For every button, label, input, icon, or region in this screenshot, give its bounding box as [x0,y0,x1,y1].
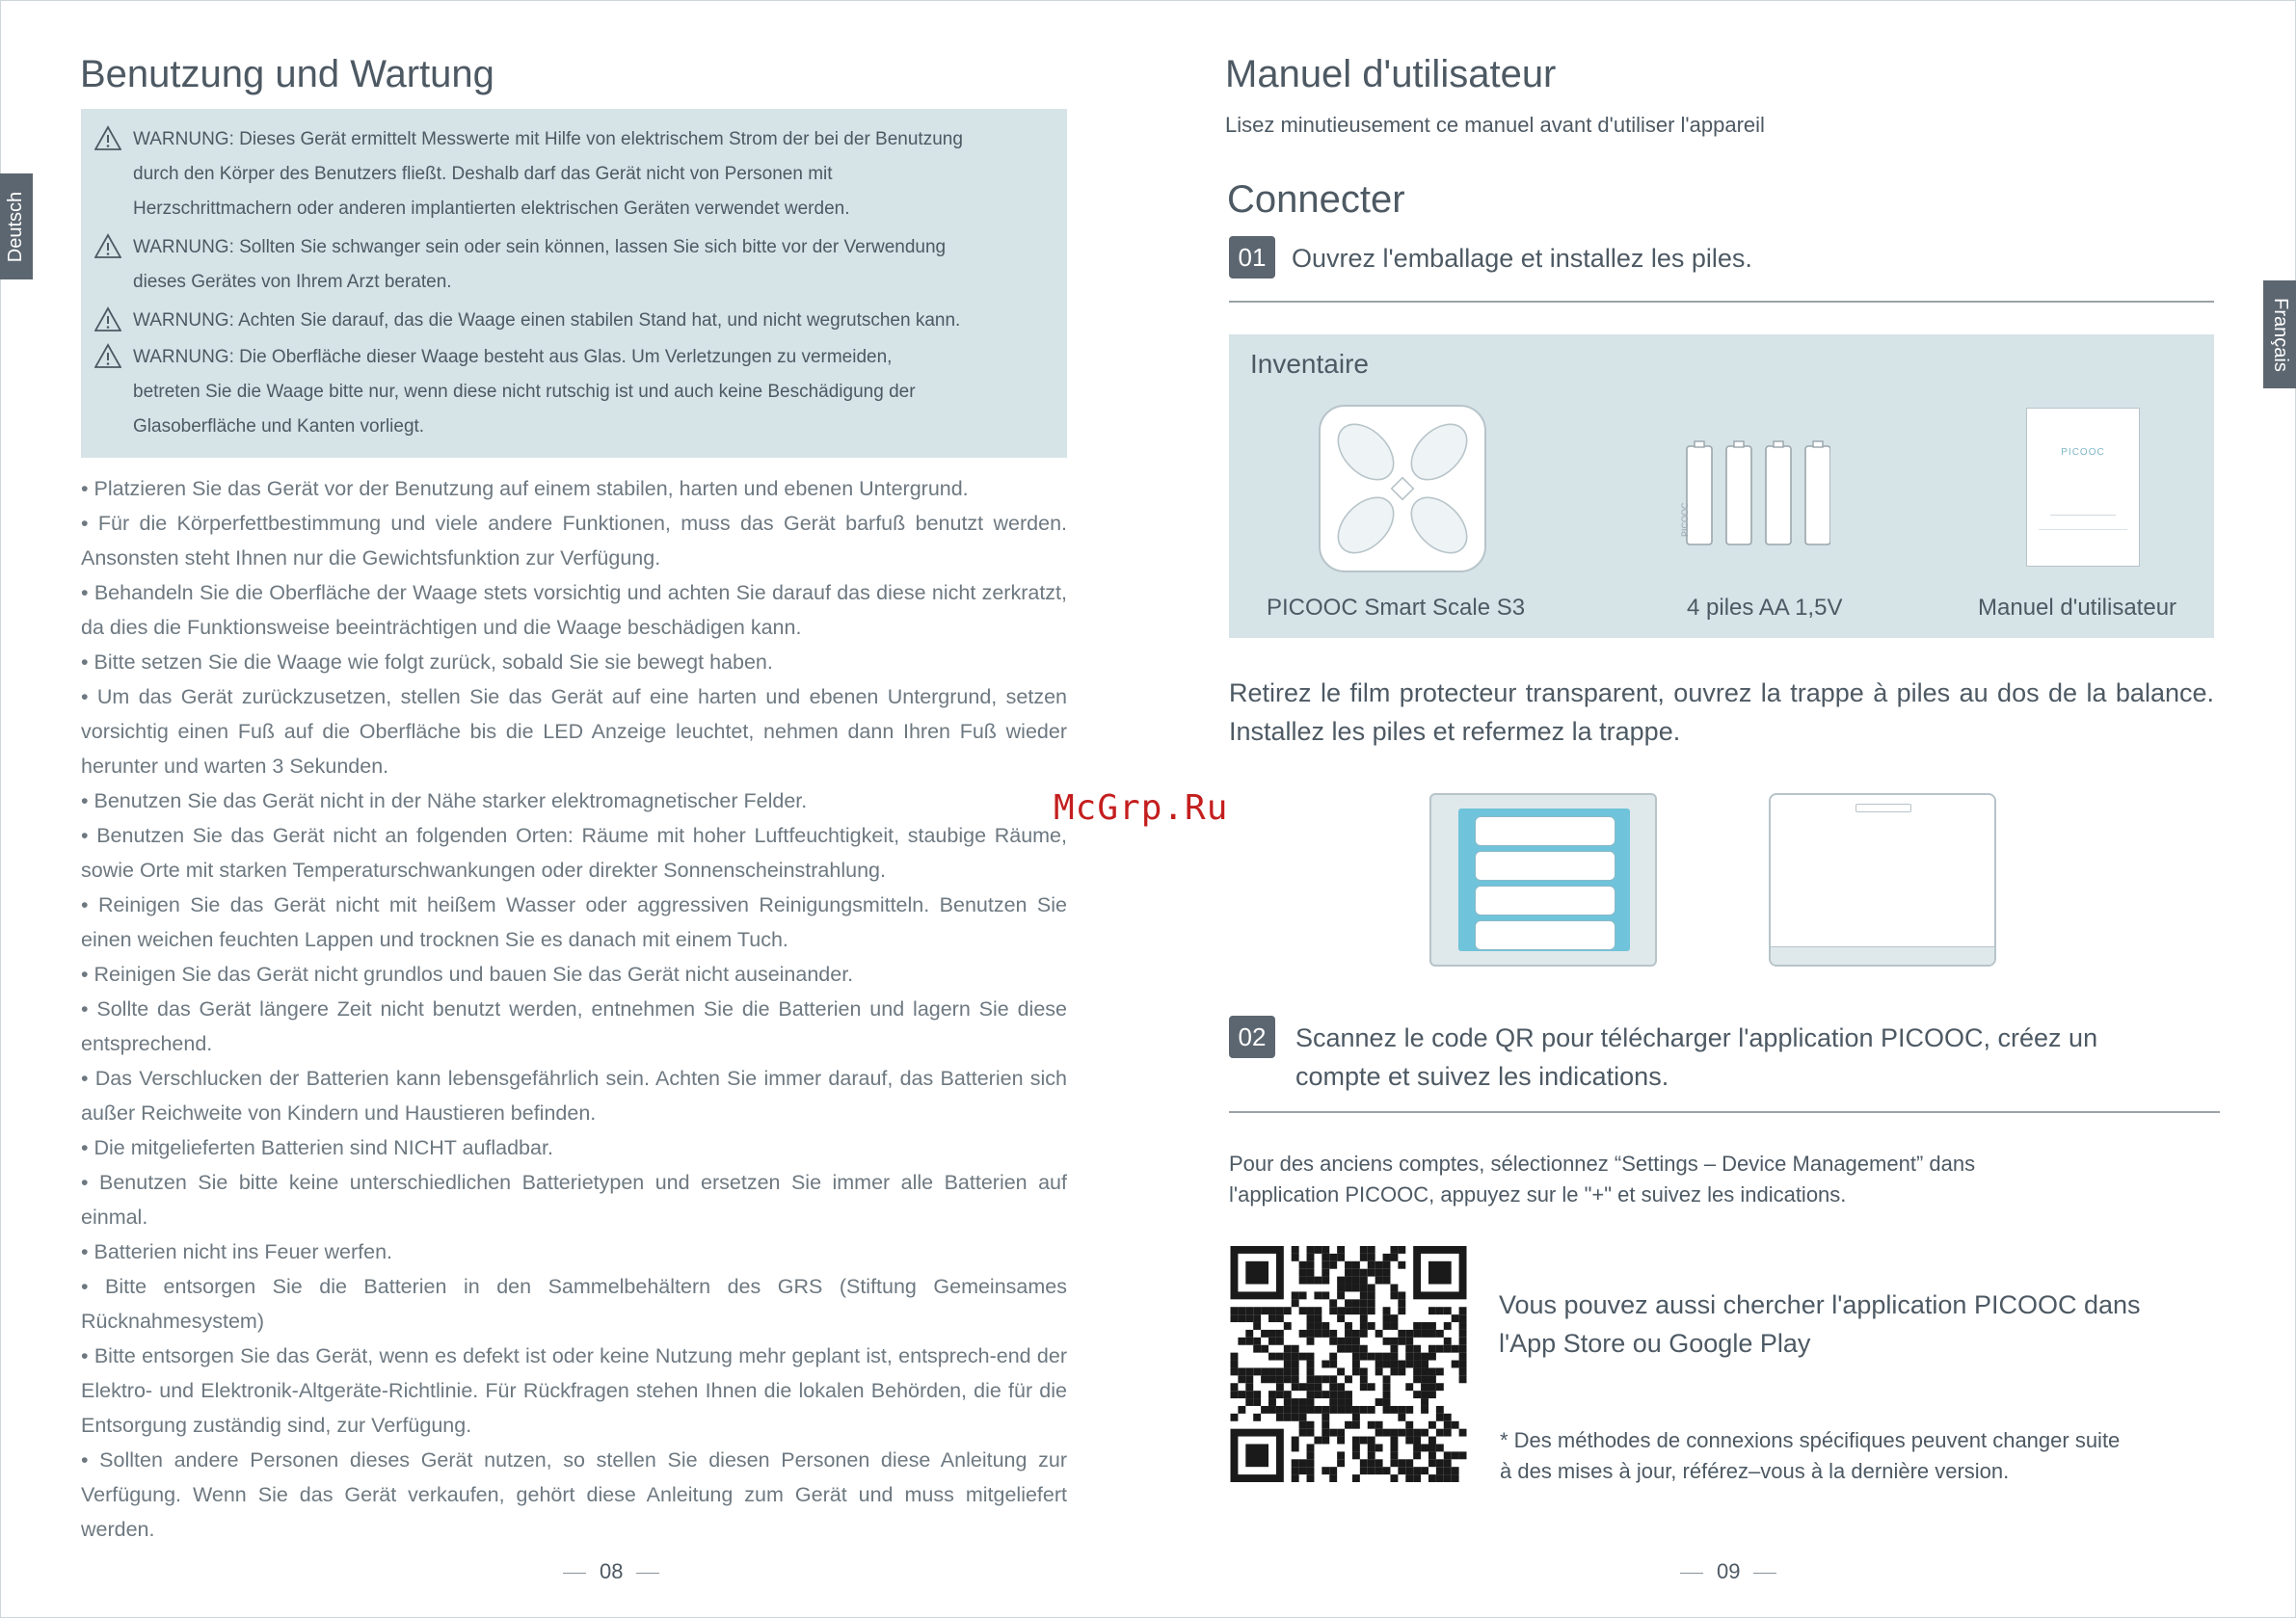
warning-line: WARNUNG: Sollten Sie schwanger sein oder sein können, lassen Sie sich bitte vor der Verwendung [133,237,947,257]
closed-cover-image [1769,793,1996,967]
section-heading: Connecter [1227,178,1405,221]
warning-line: Herzschrittmachern oder anderen implantierten elektrischen Geräten verwendet werden. [133,199,850,219]
bullet-item: • Platzieren Sie das Gerät vor der Benutzung auf einem stabilen, harten und ebenen Untergrund. [81,477,969,500]
bullet-item: • Reinigen Sie das Gerät nicht grundlos und bauen Sie das Gerät nicht auseinander. [81,963,854,986]
right-page-french [1148,0,2296,1618]
language-tab-francais: Français [2263,280,2296,388]
warning-line: betreten Sie die Waage bitte nur, wenn diese nicht rutschig ist und auch keine Beschädigung der [133,382,916,402]
manual-image [2026,408,2140,567]
bullet-item: • Reinigen Sie das Gerät nicht mit heißem Wasser oder aggressiven Reinigungsmitteln. Benutzen Sie einen weichen feuchten Lappen und trocknen Sie es danach mit einem Tuch. [81,893,1067,951]
page-subtitle: Lisez minutieusement ce manuel avant d'utiliser l'appareil [1225,113,1765,137]
warning-icon [94,306,121,333]
warning-2 [94,230,1058,300]
bullet-item: • Bitte setzen Sie die Waage wie folgt zurück, sobald Sie sie bewegt haben. [81,650,773,674]
warning-line: WARNUNG: Achten Sie darauf, das die Waage einen stabilen Stand hat, und nicht wegrutschen kann. [133,310,961,331]
warning-4 [94,340,1058,444]
qr-code [1229,1246,1468,1482]
warning-3 [94,304,1058,338]
step-number: 02 [1229,1016,1275,1058]
bullet-item: • Bitte entsorgen Sie die Batterien in den Sammelbehältern des GRS (Stiftung Gemeinsames Rücknahmesystem) [81,1275,1067,1333]
bullet-item: • Sollte das Gerät längere Zeit nicht benutzt werden, entnehmen Sie die Batterien und lagern Sie diese entsprechend. [81,997,1067,1055]
bullet-item: • Sollten andere Personen dieses Gerät nutzen, so stellen Sie diesen Personen diese Anleitung zur Verfügung. Wenn Sie das Gerät verkaufen, gehört diese Anleitung zum Gerät und muss mitgeliefert werden. [81,1448,1067,1541]
warning-1 [94,122,1058,226]
bullet-item: • Benutzen Sie das Gerät nicht in der Nähe starker elektromagnetischer Felder. [81,789,808,812]
watermark: McGrp.Ru [1054,788,1229,828]
bullet-item: • Das Verschlucken der Batterien kann lebensgefährlich sein. Achten Sie immer darauf, das Batterien sich außer Reichweite von Kindern und Haustieren befinden. [81,1067,1067,1125]
manual-logo: PICOOC [2061,447,2105,458]
warning-line: WARNUNG: Dieses Gerät ermittelt Messwerte mit Hilfe von elektrischem Strom der bei der Benutzung [133,129,963,149]
bullet-item: • Die mitgelieferten Batterien sind NICHT aufladbar. [81,1136,553,1159]
divider [1229,1111,2220,1113]
battery-compartment-image [1429,793,1657,967]
warning-icon [94,125,121,152]
smart-scale-image [1318,404,1487,573]
step-text: Scannez le code QR pour télécharger l'application PICOOC, créez un [1295,1023,2098,1052]
footnote: à des mises à jour, référez–vous à la dernière version. [1500,1459,2010,1483]
store-note: l'App Store ou Google Play [1499,1329,1811,1358]
page-title-de: Benutzung und Wartung [80,53,494,95]
bullet-item: • Bitte entsorgen Sie das Gerät, wenn es defekt ist oder keine Nutzung mehr geplant ist, entsprech-end der Elektro- und Elektronik-Altgeräte-Richtlinie. Für Rückfragen stehen Ihnen die lokalen Behörden, die für die Entsorgung zuständig sind, zur Verfügung. [81,1344,1067,1437]
bullet-item: • Um das Gerät zurückzusetzen, stellen Sie das Gerät auf eine harten und ebenen Untergrund, setzen vorsichtig einen Fuß auf die Oberfläche bis die LED Anzeige leuchtet, nehmen dann Ihren Fuß wieder herunter und warten 3 Sekunden. [81,685,1067,778]
warning-line: WARNUNG: Die Oberfläche dieser Waage besteht aus Glas. Um Verletzungen zu vermeiden, [133,347,893,367]
inventory-box [1229,334,2214,638]
bullet-item: • Behandeln Sie die Oberfläche der Waage stets vorsichtig und achten Sie darauf das diese nicht zerkratzt, da dies die Funktionsweise beeinträchtigen und die Waage beschädigen kann. [81,581,1067,639]
warning-line: dieses Gerätes von Ihrem Arzt beraten. [133,272,452,292]
warning-icon [94,343,121,370]
battery-label: PICOOC [1680,502,1690,537]
bullet-item: • Benutzen Sie das Gerät nicht an folgenden Orten: Räume mit hoher Luftfeuchtigkeit, staubige Räume, sowie Orte mit starken Temperaturschwankungen oder direkter Sonnenscheinstrahlung. [81,824,1067,882]
bullet-item: • Batterien nicht ins Feuer werfen. [81,1240,393,1263]
accounts-note: l'application PICOOC, appuyez sur le "+" et suivez les indications. [1229,1182,1847,1207]
install-instructions: Retirez le film protecteur transparent, ouvrez la trappe à piles au dos de la balance. Installez les piles et refermez la trappe. [1229,678,2214,746]
page-title-fr: Manuel d'utilisateur [1225,53,1557,95]
accounts-note: Pour des anciens comptes, sélectionnez “Settings – Device Management” dans [1229,1152,1976,1176]
step-number: 01 [1229,236,1275,279]
store-note: Vous pouvez aussi chercher l'application PICOOC dans [1499,1290,2141,1319]
page-number-left: 08 [549,1559,673,1584]
step-text: Ouvrez l'emballage et installez les piles. [1292,244,1752,273]
footnote: * Des méthodes de connexions spécifiques peuvent changer suite [1500,1428,2121,1452]
batteries-image [1684,440,1830,548]
divider [1229,301,2214,303]
warning-icon [94,233,121,260]
inventory-title: Inventaire [1250,349,1369,379]
language-tab-deutsch: Deutsch [0,173,33,279]
warning-box [81,109,1067,458]
step-text: compte et suivez les indications. [1295,1062,1669,1091]
inventory-label-scale: PICOOC Smart Scale S3 [1267,595,1526,621]
bullet-item: • Benutzen Sie bitte keine unterschiedlichen Batterietypen und ersetzen Sie immer alle Batterien auf einmal. [81,1171,1067,1229]
warning-line: durch den Körper des Benutzers fließt. Deshalb darf das Gerät nicht von Personen mit [133,164,833,184]
bullet-item: • Für die Körperfettbestimmung und viele andere Funktionen, muss das Gerät barfuß benutzt werden. Ansonsten steht Ihnen nur die Gewichtsfunktion zur Verfügung. [81,512,1067,570]
page-number-right: 09 [1667,1559,1790,1584]
inventory-label-manual: Manuel d'utilisateur [1978,595,2177,621]
inventory-label-batteries: 4 piles AA 1,5V [1687,595,1843,621]
warning-line: Glasoberfläche und Kanten vorliegt. [133,416,425,437]
